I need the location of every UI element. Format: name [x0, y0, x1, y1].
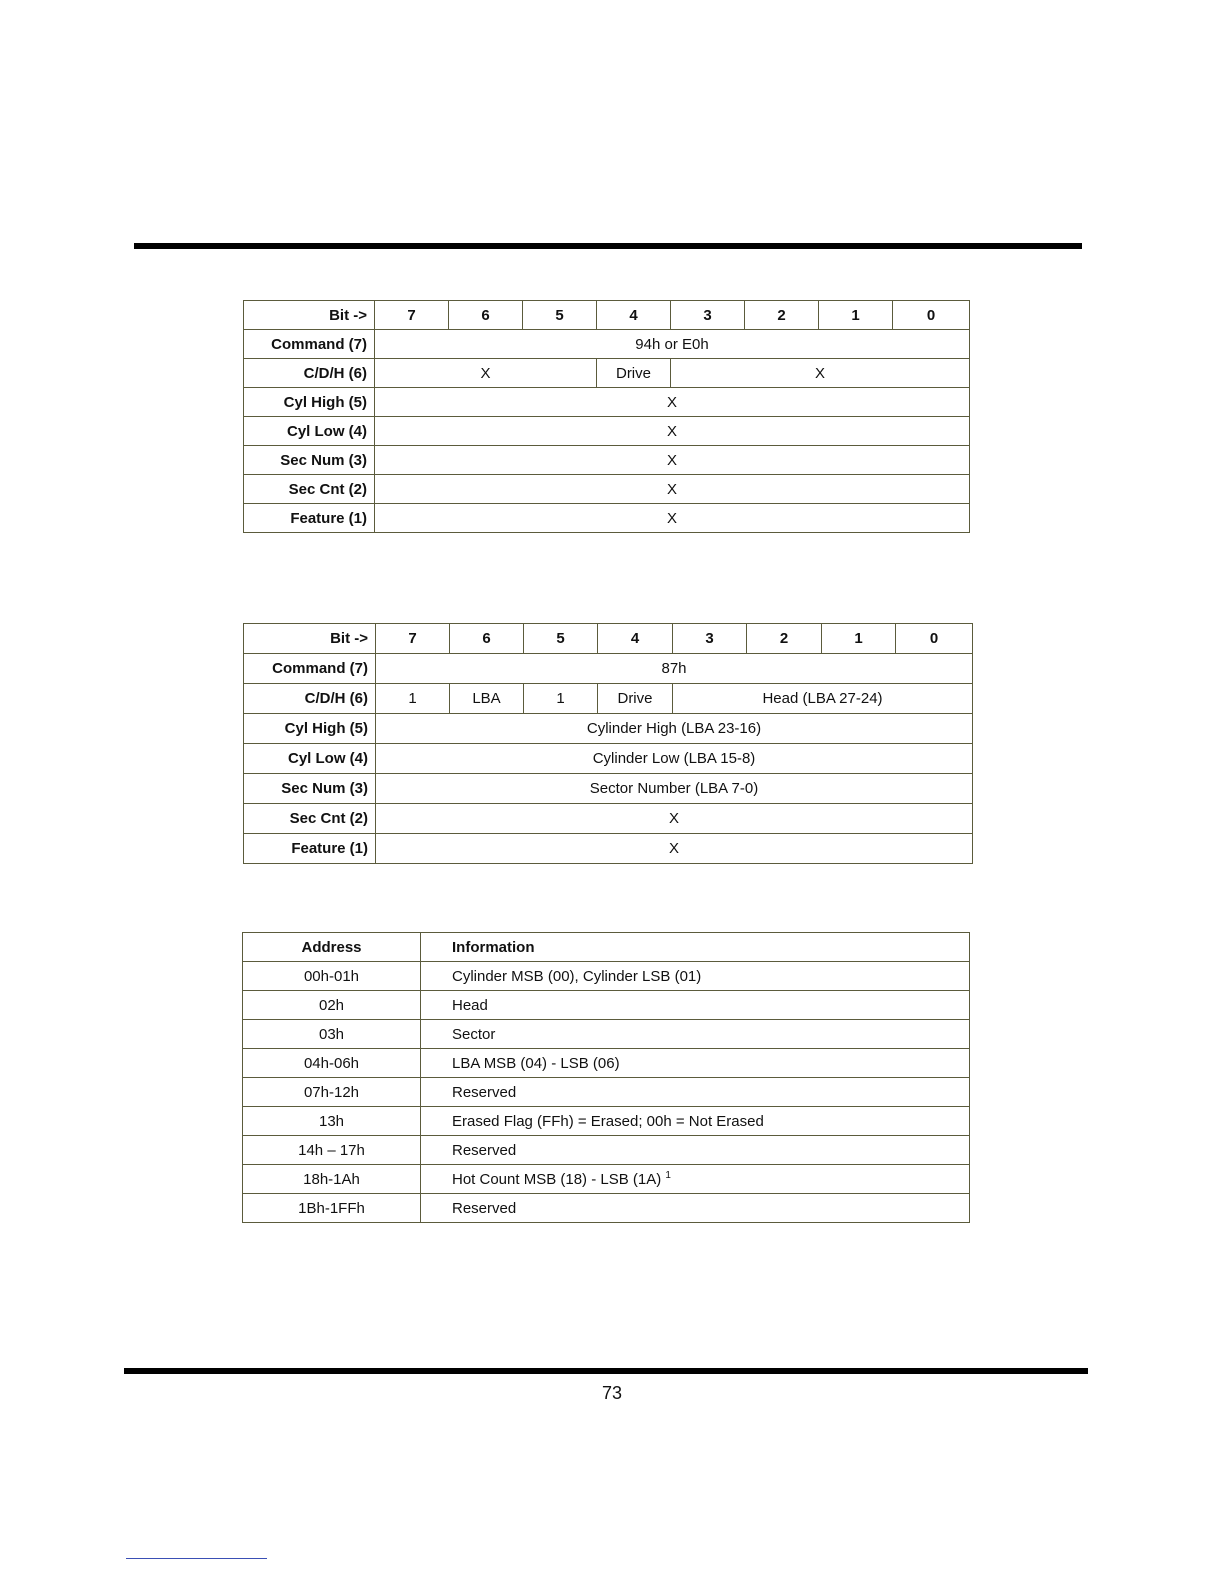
- information-cell: Erased Flag (FFh) = Erased; 00h = Not Erased: [421, 1107, 970, 1136]
- sec-cnt-row: [244, 475, 970, 504]
- footer-rule: [124, 1368, 1088, 1374]
- address-cell: 02h: [243, 991, 421, 1020]
- cdh-label: C/D/H (6): [244, 684, 376, 714]
- sec-cnt-value: X: [375, 475, 970, 504]
- sec-cnt-value: X: [376, 804, 973, 834]
- sec-num-row: [244, 446, 970, 475]
- table-row: [243, 1078, 970, 1107]
- command-label: Command (7): [244, 654, 376, 684]
- cdh-bit-4: Drive: [598, 684, 673, 714]
- feature-label: Feature (1): [244, 504, 375, 533]
- bit-5-header: 5: [523, 301, 597, 330]
- cyl-low-row: [244, 417, 970, 446]
- cdh-bit-4: Drive: [597, 359, 671, 388]
- table-row: [243, 1136, 970, 1165]
- information-cell: Reserved: [421, 1194, 970, 1223]
- table-row: [243, 991, 970, 1020]
- feature-row: [244, 834, 973, 864]
- cdh-bits-3-0: Head (LBA 27-24): [673, 684, 973, 714]
- cdh-bits-3-0: X: [671, 359, 970, 388]
- information-text: Hot Count MSB (18) - LSB (1A): [452, 1170, 662, 1188]
- information-cell: Reserved: [421, 1078, 970, 1107]
- bit-3-header: 3: [671, 301, 745, 330]
- bit-4-header: 4: [598, 624, 673, 654]
- bit-header-label: Bit ->: [244, 301, 375, 330]
- sec-cnt-label: Sec Cnt (2): [244, 475, 375, 504]
- cyl-high-label: Cyl High (5): [244, 714, 376, 744]
- cyl-low-value: X: [375, 417, 970, 446]
- page-number: 73: [601, 1383, 623, 1403]
- sec-num-label: Sec Num (3): [244, 446, 375, 475]
- cyl-low-row: [244, 744, 973, 774]
- cdh-bits-7-5: X: [375, 359, 597, 388]
- command-row: [244, 654, 973, 684]
- read-long-command-table: [243, 623, 973, 864]
- cyl-low-label: Cyl Low (4): [244, 744, 376, 774]
- information-cell: LBA MSB (04) - LSB (06): [421, 1049, 970, 1078]
- cyl-high-label: Cyl High (5): [244, 388, 375, 417]
- bit-7-header: 7: [376, 624, 450, 654]
- table-row: [243, 1107, 970, 1136]
- command-label: Command (7): [244, 330, 375, 359]
- command-value: 94h or E0h: [375, 330, 970, 359]
- sec-num-row: [244, 774, 973, 804]
- cyl-high-value: X: [375, 388, 970, 417]
- cyl-high-value: Cylinder High (LBA 23-16): [376, 714, 973, 744]
- sec-cnt-label: Sec Cnt (2): [244, 804, 376, 834]
- address-cell: 03h: [243, 1020, 421, 1049]
- cdh-bit-7: 1: [376, 684, 450, 714]
- address-cell: 1Bh-1FFh: [243, 1194, 421, 1223]
- bit-3-header: 3: [673, 624, 747, 654]
- cyl-high-row: [244, 714, 973, 744]
- information-cell: Reserved: [421, 1136, 970, 1165]
- translate-sector-command-table: [243, 300, 970, 533]
- information-cell: [421, 1165, 970, 1194]
- bit-header-row: [244, 301, 970, 330]
- bit-6-header: 6: [450, 624, 524, 654]
- sec-num-value: Sector Number (LBA 7-0): [376, 774, 973, 804]
- table-row: [243, 1049, 970, 1078]
- feature-value: X: [376, 834, 973, 864]
- table-row: [243, 1020, 970, 1049]
- address-cell: 00h-01h: [243, 962, 421, 991]
- address-cell: 18h-1Ah: [243, 1165, 421, 1194]
- information-cell: Head: [421, 991, 970, 1020]
- sec-num-value: X: [375, 446, 970, 475]
- bit-4-header: 4: [597, 301, 671, 330]
- bit-5-header: 5: [524, 624, 598, 654]
- bit-header-row: [244, 624, 973, 654]
- feature-row: [244, 504, 970, 533]
- command-value: 87h: [376, 654, 973, 684]
- information-header: Information: [421, 933, 970, 962]
- footnote-separator: [126, 1558, 267, 1559]
- information-cell: Cylinder MSB (00), Cylinder LSB (01): [421, 962, 970, 991]
- command-row: [244, 330, 970, 359]
- table-row: [243, 1165, 970, 1194]
- bit-7-header: 7: [375, 301, 449, 330]
- address-cell: 07h-12h: [243, 1078, 421, 1107]
- feature-value: X: [375, 504, 970, 533]
- information-cell: Sector: [421, 1020, 970, 1049]
- sec-cnt-row: [244, 804, 973, 834]
- cdh-label: C/D/H (6): [244, 359, 375, 388]
- table-row: [243, 962, 970, 991]
- cdh-bit-6: LBA: [450, 684, 524, 714]
- bit-1-header: 1: [819, 301, 893, 330]
- header-rule: [134, 243, 1082, 249]
- address-cell: 14h – 17h: [243, 1136, 421, 1165]
- bit-0-header: 0: [896, 624, 973, 654]
- feature-label: Feature (1): [244, 834, 376, 864]
- info-header-row: [243, 933, 970, 962]
- sector-info-table: [242, 932, 970, 1223]
- bit-0-header: 0: [893, 301, 970, 330]
- cdh-row: [244, 684, 973, 714]
- cyl-low-label: Cyl Low (4): [244, 417, 375, 446]
- address-cell: 04h-06h: [243, 1049, 421, 1078]
- cdh-bit-5: 1: [524, 684, 598, 714]
- sec-num-label: Sec Num (3): [244, 774, 376, 804]
- bit-2-header: 2: [745, 301, 819, 330]
- cdh-row: [244, 359, 970, 388]
- address-header: Address: [243, 933, 421, 962]
- table-row: [243, 1194, 970, 1223]
- bit-1-header: 1: [822, 624, 896, 654]
- bit-2-header: 2: [747, 624, 822, 654]
- cyl-high-row: [244, 388, 970, 417]
- cyl-low-value: Cylinder Low (LBA 15-8): [376, 744, 973, 774]
- address-cell: 13h: [243, 1107, 421, 1136]
- bit-header-label: Bit ->: [244, 624, 376, 654]
- footnote-marker: 1: [665, 1169, 671, 1181]
- bit-6-header: 6: [449, 301, 523, 330]
